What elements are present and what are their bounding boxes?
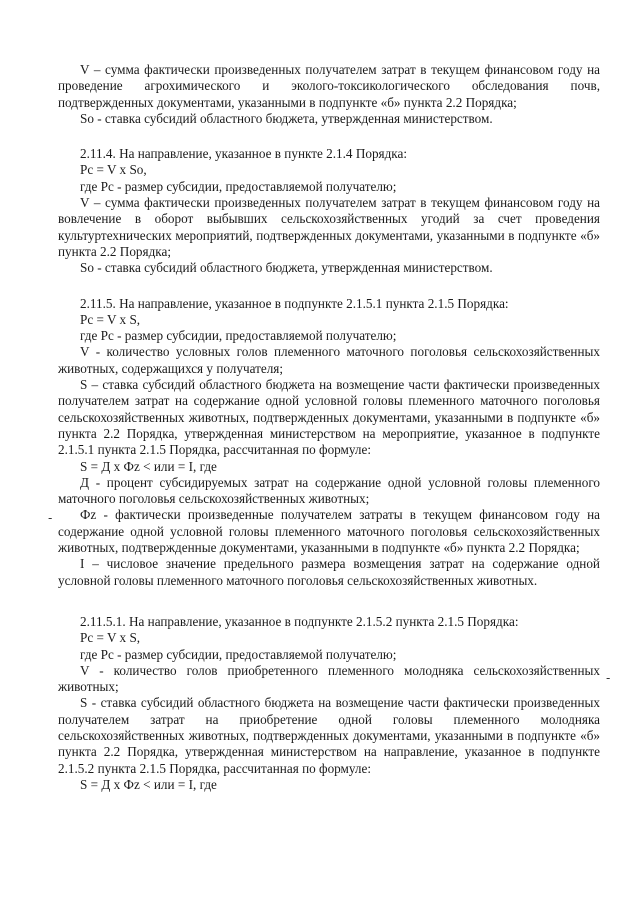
paragraph: V – сумма фактически произведенных получателем затрат в текущем финансовом году на проведение агрохимического и эколого-токсикологического обследования почв, подтвержденных документами, указанными в подпункте «б» пункта 2.2 Порядка; (58, 62, 600, 110)
paragraph: Фz - фактически произведенные получателем затраты в текущем финансовом году на содержание одной условной головы племенного маточного поголовья сельскохозяйственных животных, подтвержденные документами, указанными в подпункте «б» пункта 2.2 Порядка; (58, 507, 600, 556)
paragraph: V – сумма фактически произведенных получателем затрат в текущем финансовом году на вовлечение в оборот выбывших сельскохозяйственных угодий за счет проведения культуртехнических мероприятий, подтвержденных документами, указанными в подпункте «б» пункта 2.2 Порядка; (58, 195, 600, 259)
section-heading: 2.11.4. На направление, указанное в пункте 2.1.4 Порядка: (80, 146, 408, 162)
paragraph: где Pc - размер субсидии, предоставляемой получателю; (80, 328, 397, 344)
paragraph: где Pc - размер субсидии, предоставляемой получателю; (80, 646, 397, 662)
section-2-11-5 (58, 296, 600, 589)
formula: S = Д x Фz < или = I, где (80, 776, 217, 792)
section-heading: 2.11.5.1. На направление, указанное в подпункте 2.1.5.2 пункта 2.1.5 Порядка: (80, 613, 519, 629)
formula: Pc = V x S, (80, 630, 141, 646)
section-2-11-4 (58, 146, 600, 276)
paragraph: S - ставка субсидий областного бюджета на возмещение части фактически произведенных получателем затрат на приобретение одной головы племенного молодняка сельскохозяйственных животных, подтвержденных документами, указанными в подпункте «б» пункта 2.2 Порядка, утвержденная министерством на направление, указанное в подпункте 2.1.5.2 пункта 2.1.5 Порядка, рассчитанная по формуле: (58, 695, 600, 776)
section-continuation (58, 62, 600, 127)
paragraph: S – ставка субсидий областного бюджета на возмещение части фактически произведенных получателем затрат на содержание одной условной головы племенного маточного поголовья сельскохозяйственных животных, подтвержденных документами, указанными в подпункте «б» пункта 2.2 Порядка, утвержденная министерством на мероприятие, указанное в подпункте 2.1.5.1 пункта 2.1.5 Порядка, рассчитанная по формуле: (58, 377, 600, 458)
paragraph: V - количество условных голов племенного маточного поголовья сельскохозяйственных животных, содержащихся у получателя; (58, 344, 600, 376)
document-page (58, 62, 600, 793)
paragraph: Д - процент субсидируемых затрат на содержание одной условной головы племенного маточного поголовья сельскохозяйственных животных; (58, 474, 600, 507)
margin-mark: - (606, 671, 611, 685)
formula: S = Д x Фz < или = I, где (80, 458, 217, 474)
paragraph: So - ставка субсидий областного бюджета, утвержденная министерством. (80, 110, 493, 126)
formula: Pc = V x S, (80, 311, 141, 327)
formula: Pc = V x So, (80, 162, 147, 178)
paragraph: I – числовое значение предельного размера возмещения затрат на содержание одной условной головы племенного маточного поголовья сельскохозяйственных животных. (58, 556, 600, 588)
paragraph: So - ставка субсидий областного бюджета, утвержденная министерством. (80, 260, 493, 276)
paragraph: где Pc - размер субсидии, предоставляемой получателю; (80, 178, 397, 194)
section-2-11-5-1 (58, 614, 600, 793)
margin-mark: - (48, 511, 53, 525)
paragraph: V - количество голов приобретенного племенного молодняка сельскохозяйственных животных; (58, 662, 600, 695)
section-heading: 2.11.5. На направление, указанное в подпункте 2.1.5.1 пункта 2.1.5 Порядка: (80, 295, 509, 311)
